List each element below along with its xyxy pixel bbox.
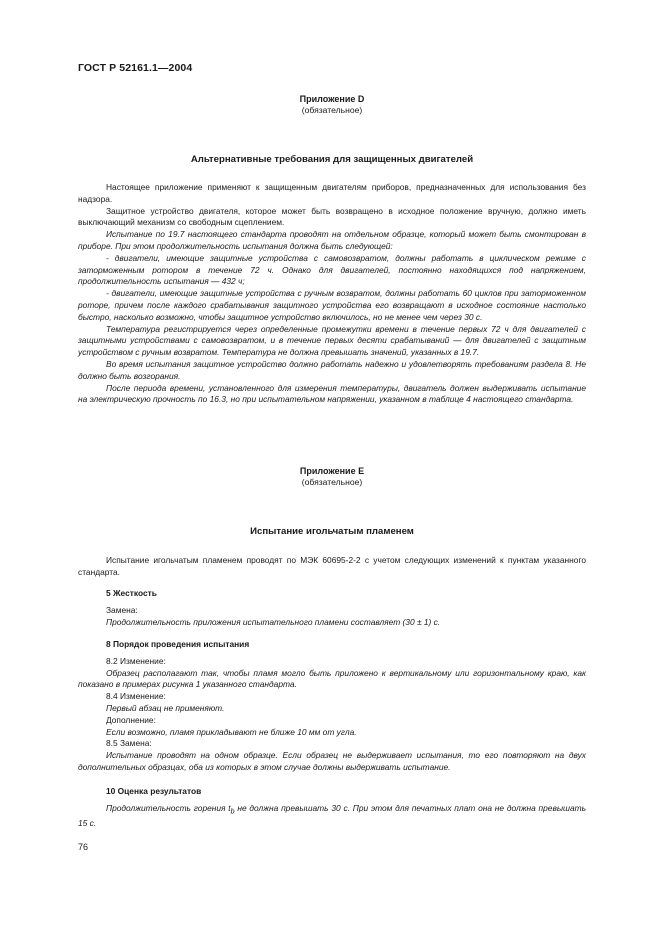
annex-d-body [78, 182, 586, 406]
clause-10-title: 10 Оценка результатов [106, 786, 202, 796]
annex-d-subtitle: (обязательное) [301, 105, 363, 115]
clause-line: Испытание проводят на одном образце. Если образец не выдерживает испытания, то его повторяют на двух дополнительных образцах, оба из которых в этом случае должны выдерживать испытание. [78, 750, 586, 772]
paragraph: Испытание по 19.7 настоящего стандарта проводят на отдельном образце, который может быть смонтирован в приборе. При этом продолжительность испытания должна быть следующей: [78, 229, 586, 251]
clause-line: Если возможно, пламя прикладывают не ближе 10 мм от угла. [106, 726, 357, 737]
annex-d-title: Приложение D [299, 94, 365, 104]
clause-line: Образец располагают так, чтобы пламя могло быть приложено к вертикальному или горизонтальному краю, как показано в примерах рисунка 1 указанного стандарта. [78, 667, 586, 690]
clause-8-title: 8 Порядок проведения испытания [106, 639, 250, 649]
clause-line: Замена: [106, 604, 138, 615]
annex-e-intro [78, 555, 586, 579]
text-part: не должна превышать 30 с. При этом для печатных плат она не должна превышать 15 с. [78, 802, 586, 829]
paragraph: Защитное устройство двигателя, которое может быть возвращено в исходное положение вручную, должно иметь выключающий механизм со свободным сцеплением. [78, 205, 586, 228]
annex-d-heading: Альтернативные требования для защищенных двигателей [190, 154, 474, 165]
text-part: Продолжительность горения t [106, 802, 231, 813]
paragraph: После периода времени, установленного для измерения температуры, двигатель должен выдерживать испытание на электрическую прочность по 16.3, но при испытательном напряжении, указанном в таблице 4 настоящего стандарта. [78, 382, 586, 405]
paragraph: Во время испытания защитное устройство должно работать надежно и удовлетворять требованиям раздела 8. Не должно быть возгорания. [78, 358, 586, 381]
clause-line: Дополнение: [106, 714, 156, 725]
annex-e-label [78, 466, 586, 488]
clause-line [78, 803, 586, 830]
paragraph: Испытание игольчатым пламенем проводят по МЭК 60695-2-2 с учетом следующих изменений к пунктам указанного стандарта. [78, 555, 586, 577]
paragraph: Настоящее приложение применяют к защищенным двигателям приборов, предназначенных для использования без надзора. [78, 182, 586, 204]
page-number: 76 [78, 842, 89, 852]
clause-5 [78, 588, 586, 628]
clause-line: Продолжительность приложения испытательного пламени составляет (30 ± 1) с. [106, 616, 441, 627]
paragraph: Температура регистрируется через определенные промежутки времени в течение первых 72 ч для двигателей с защитными устройствами с самовозвратом, и в течение первых десяти срабатываний — для двигателей с защитным устройством с ручным возвратом. Температура не должна превышать значений, указанных в 19.7. [78, 323, 586, 358]
annex-e-title: Приложение Е [299, 466, 365, 476]
clause-line: 8.2 Изменение: [106, 655, 166, 666]
clause-5-title: 5 Жесткость [106, 588, 157, 598]
clause-line: 8.5 Замена: [106, 738, 152, 749]
paragraph: - двигатели, имеющие защитные устройства с самовозвратом, должны работать в циклическом режиме с заторможенным ротором в течение 72 ч. Однако для двигателей, постоянно находящихся под напряжением, продолжительность испытания — 432 ч; [78, 252, 586, 287]
annex-e-subtitle: (обязательное) [301, 477, 363, 487]
paragraph: - двигатели, имеющие защитные устройства с ручным возвратом, должны работать 60 циклов при заторможенном роторе, причем после каждого срабатывания защитного устройства его возвращают в исходное состояние настолько быстро, насколько возможно, чтобы защитное устройство включилось, но не менее чем через 30 с. [78, 288, 586, 322]
annex-d-label [78, 94, 586, 116]
subscript: b [230, 808, 235, 816]
standard-header: ГОСТ Р 52161.1—2004 [78, 62, 193, 74]
annex-e-heading: Испытание игольчатым пламенем [250, 526, 414, 537]
clause-line: 8.4 Изменение: [106, 691, 166, 702]
clause-10 [78, 786, 586, 830]
clause-line: Первый абзац не применяют. [106, 702, 225, 713]
clause-8 [78, 639, 586, 774]
